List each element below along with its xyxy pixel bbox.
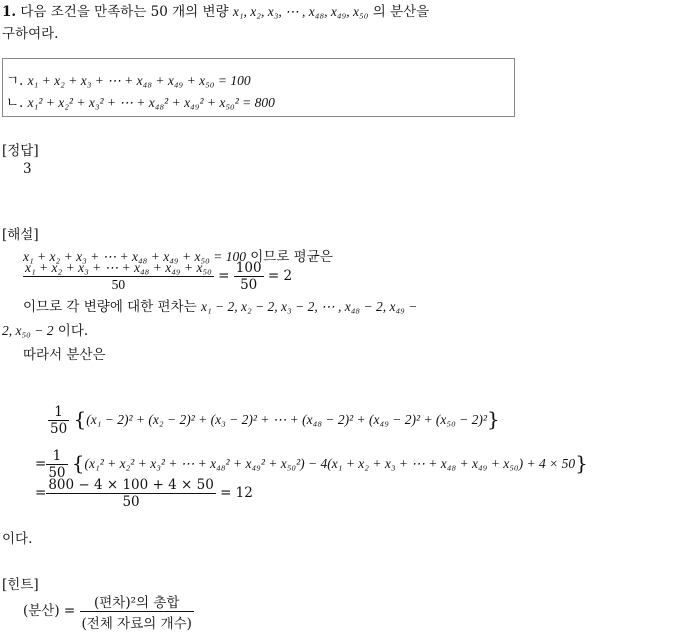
solution-line-4 <box>2 319 88 339</box>
mean-denominator-2: 50 <box>234 276 264 293</box>
mean-equals: = <box>218 268 230 284</box>
sum-equation: x₁ + x₂ + x₃ + ⋯ + x₄₈ + x₄₉ + x₅₀ = 100 <box>23 249 246 264</box>
hint-lhs: (분산) = <box>23 603 76 619</box>
solution-line-1-text: 이므로 평균은 <box>250 249 333 265</box>
condition-1 <box>6 69 251 89</box>
display-eq-2-equals: = <box>35 456 47 472</box>
hint-denominator: (전체 자료의 개수) <box>80 611 194 632</box>
variance-denominator: 50 <box>46 493 215 510</box>
solution-header: [해설] <box>2 227 39 243</box>
display-eq-1-body: (x₁ − 2)² + (x₂ − 2)² + (x₃ − 2)² + ⋯ + (x₄₈ − 2)² + (x₄₉ − 2)² + (x₅₀ − 2)² <box>86 412 487 427</box>
mean-numerator: x₁ + x₂ + x₃ + ⋯ + x₄₈ + x₄₉ + x₅₀ <box>25 260 212 275</box>
problem-number: 1. <box>2 4 17 20</box>
frac-fifty-1: 50 <box>50 421 68 437</box>
mean-fraction <box>23 260 214 293</box>
frac-one-1: 1 <box>54 404 63 420</box>
deviation-list: x₁ − 2, x₂ − 2, x₃ − 2, ⋯ , x₄₈ − 2, x₄₉ − <box>200 299 418 314</box>
display-eq-3-equals: = <box>35 485 47 501</box>
deviation-list-end: 2, x₅₀ − 2 <box>2 323 54 338</box>
condition-1-label: ㄱ. <box>6 73 24 89</box>
variance-numerator: 800 − 4 × 100 + 4 × 50 <box>48 477 214 493</box>
solution-line-3 <box>23 295 417 315</box>
frac-fifty-2: 50 <box>48 465 66 481</box>
hint-numerator: (편차)²의 총합 <box>93 595 180 611</box>
display-eq-2-body: (x₁² + x₂² + x₃² + ⋯ + x₄₈² + x₄₉² + x₅₀²) − 4(x₁ + x₂ + x₃ + ⋯ + x₄₈ + x₄₉ + x₅₀) + 4 × 50 <box>84 456 576 471</box>
frac-one-2: 1 <box>52 448 62 464</box>
mean-denominator: 50 <box>23 276 214 293</box>
display-eq-2: = $\frac{1}{50}$ {(x₁² + x₂² + x₃² + ⋯ + x₄₈² + x₄₉² + x₅₀²) − 4(x₁ + x₂ + x₃ + ⋯ + x₄₈ + x₄₉ + x₅₀) + 4 × 50} <box>35 448 588 481</box>
condition-2-math: x₁² + x₂² + x₃² + ⋯ + x₄₈² + x₄₉² + x₅₀² = 800 <box>27 95 275 110</box>
problem-text: 다음 조건을 만족하는 50 개의 변량 <box>20 4 229 20</box>
problem-text-end: 의 분산을 <box>372 4 430 20</box>
deviation-text: 이므로 각 변량에 대한 편차는 <box>23 299 197 315</box>
answer-header: [정답] <box>2 143 39 159</box>
condition-1-math: x₁ + x₂ + x₃ + ⋯ + x₄₈ + x₄₉ + x₅₀ = 100 <box>27 73 251 88</box>
one-over-fifty-1 <box>48 404 69 437</box>
variance-fraction <box>46 477 215 510</box>
variance-result: = 12 <box>220 485 253 501</box>
condition-2 <box>6 91 275 111</box>
problem-line-2: 구하여라. <box>2 26 59 42</box>
mean-numerator-2: 100 <box>235 260 262 276</box>
problem-line-1 <box>2 0 429 20</box>
display-eq-1: $\frac{1}{50}$ {(x₁ − 2)² + (x₂ − 2)² + (x₃ − 2)² + ⋯ + (x₄₈ − 2)² + (x₄₉ − 2)² + (x₅₀ − 2)²} <box>50 404 500 437</box>
display-eq-3 <box>35 477 253 510</box>
solution-line-4-text: 이다. <box>57 323 89 339</box>
mean-result: = 2 <box>267 268 293 284</box>
solution-ending: 이다. <box>2 531 33 547</box>
hint-fraction <box>80 591 194 632</box>
problem-vars: x₁, x₂, x₃, ⋯ , x₄₈, x₄₉, x₅₀ <box>232 4 369 19</box>
hint-header: [힌트] <box>2 577 39 593</box>
mean-fraction-2 <box>234 260 264 293</box>
mean-formula <box>23 260 292 293</box>
condition-2-label: ㄴ. <box>6 95 24 111</box>
answer-value: 3 <box>23 161 32 177</box>
solution-line-5: 따라서 분산은 <box>23 347 106 363</box>
hint-formula <box>23 591 194 632</box>
